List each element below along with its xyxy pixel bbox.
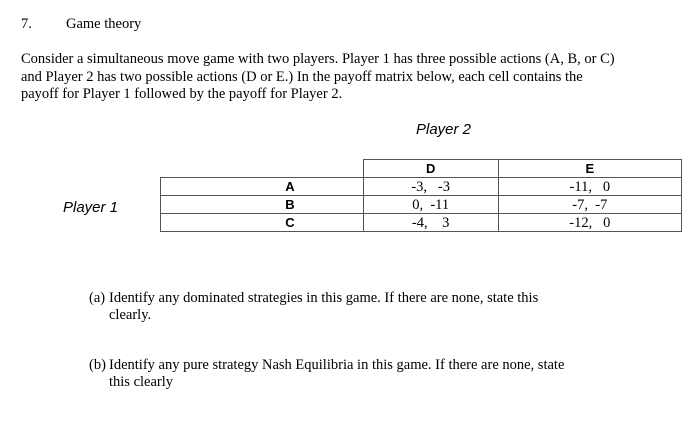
payoff-value: -4, 3 — [411, 214, 450, 231]
matrix-row-a — [161, 178, 682, 196]
player2-label: Player 2 — [416, 121, 472, 138]
payoff-cell-a-e — [498, 178, 681, 196]
part-a-label: (a) — [89, 290, 106, 306]
part-b-text-line1: Identify any pure strategy Nash Equilibria in this game. If there are none, state — [109, 357, 565, 373]
matrix-corner — [161, 160, 364, 178]
part-b-label: (b) — [89, 357, 106, 373]
payoff-value: 0, -11 — [412, 196, 450, 213]
question-intro: Consider a simultaneous move game with two players. Player 1 has three possible actions (A, B, or C) and Player 2 has two possible actions (D or E.) In the payoff matrix below, each cell contains the payoff for Player 1 followed by the payoff for Player 2. — [21, 51, 615, 102]
row-header-a: A — [161, 178, 364, 196]
payoff-cell-a-d — [363, 178, 498, 196]
payoff-value: -11, 0 — [569, 178, 611, 195]
part-a-text-line2: clearly. — [109, 307, 152, 323]
part-b-text-line2: this clearly — [109, 374, 174, 390]
matrix-header-row — [161, 160, 682, 178]
payoff-cell-c-d — [363, 214, 498, 232]
column-header-e: E — [498, 160, 681, 178]
row-header-b: B — [161, 196, 364, 214]
column-header-d: D — [363, 160, 498, 178]
part-b — [89, 357, 589, 391]
payoff-value: -7, -7 — [572, 196, 608, 213]
part-a-text-line1: Identify any dominated strategies in this game. If there are none, state this — [109, 290, 539, 306]
payoff-value: -12, 0 — [569, 214, 611, 231]
player1-label: Player 1 — [63, 199, 119, 216]
payoff-cell-c-e — [498, 214, 681, 232]
matrix-row-c — [161, 214, 682, 232]
row-header-c: C — [161, 214, 364, 232]
payoff-matrix — [160, 159, 682, 232]
matrix-row-b — [161, 196, 682, 214]
payoff-value: -3, -3 — [411, 178, 450, 195]
payoff-cell-b-e — [498, 196, 681, 214]
part-a — [89, 290, 569, 324]
question-number: 7. — [21, 16, 32, 32]
payoff-cell-b-d — [363, 196, 498, 214]
question-title: Game theory — [66, 16, 142, 32]
